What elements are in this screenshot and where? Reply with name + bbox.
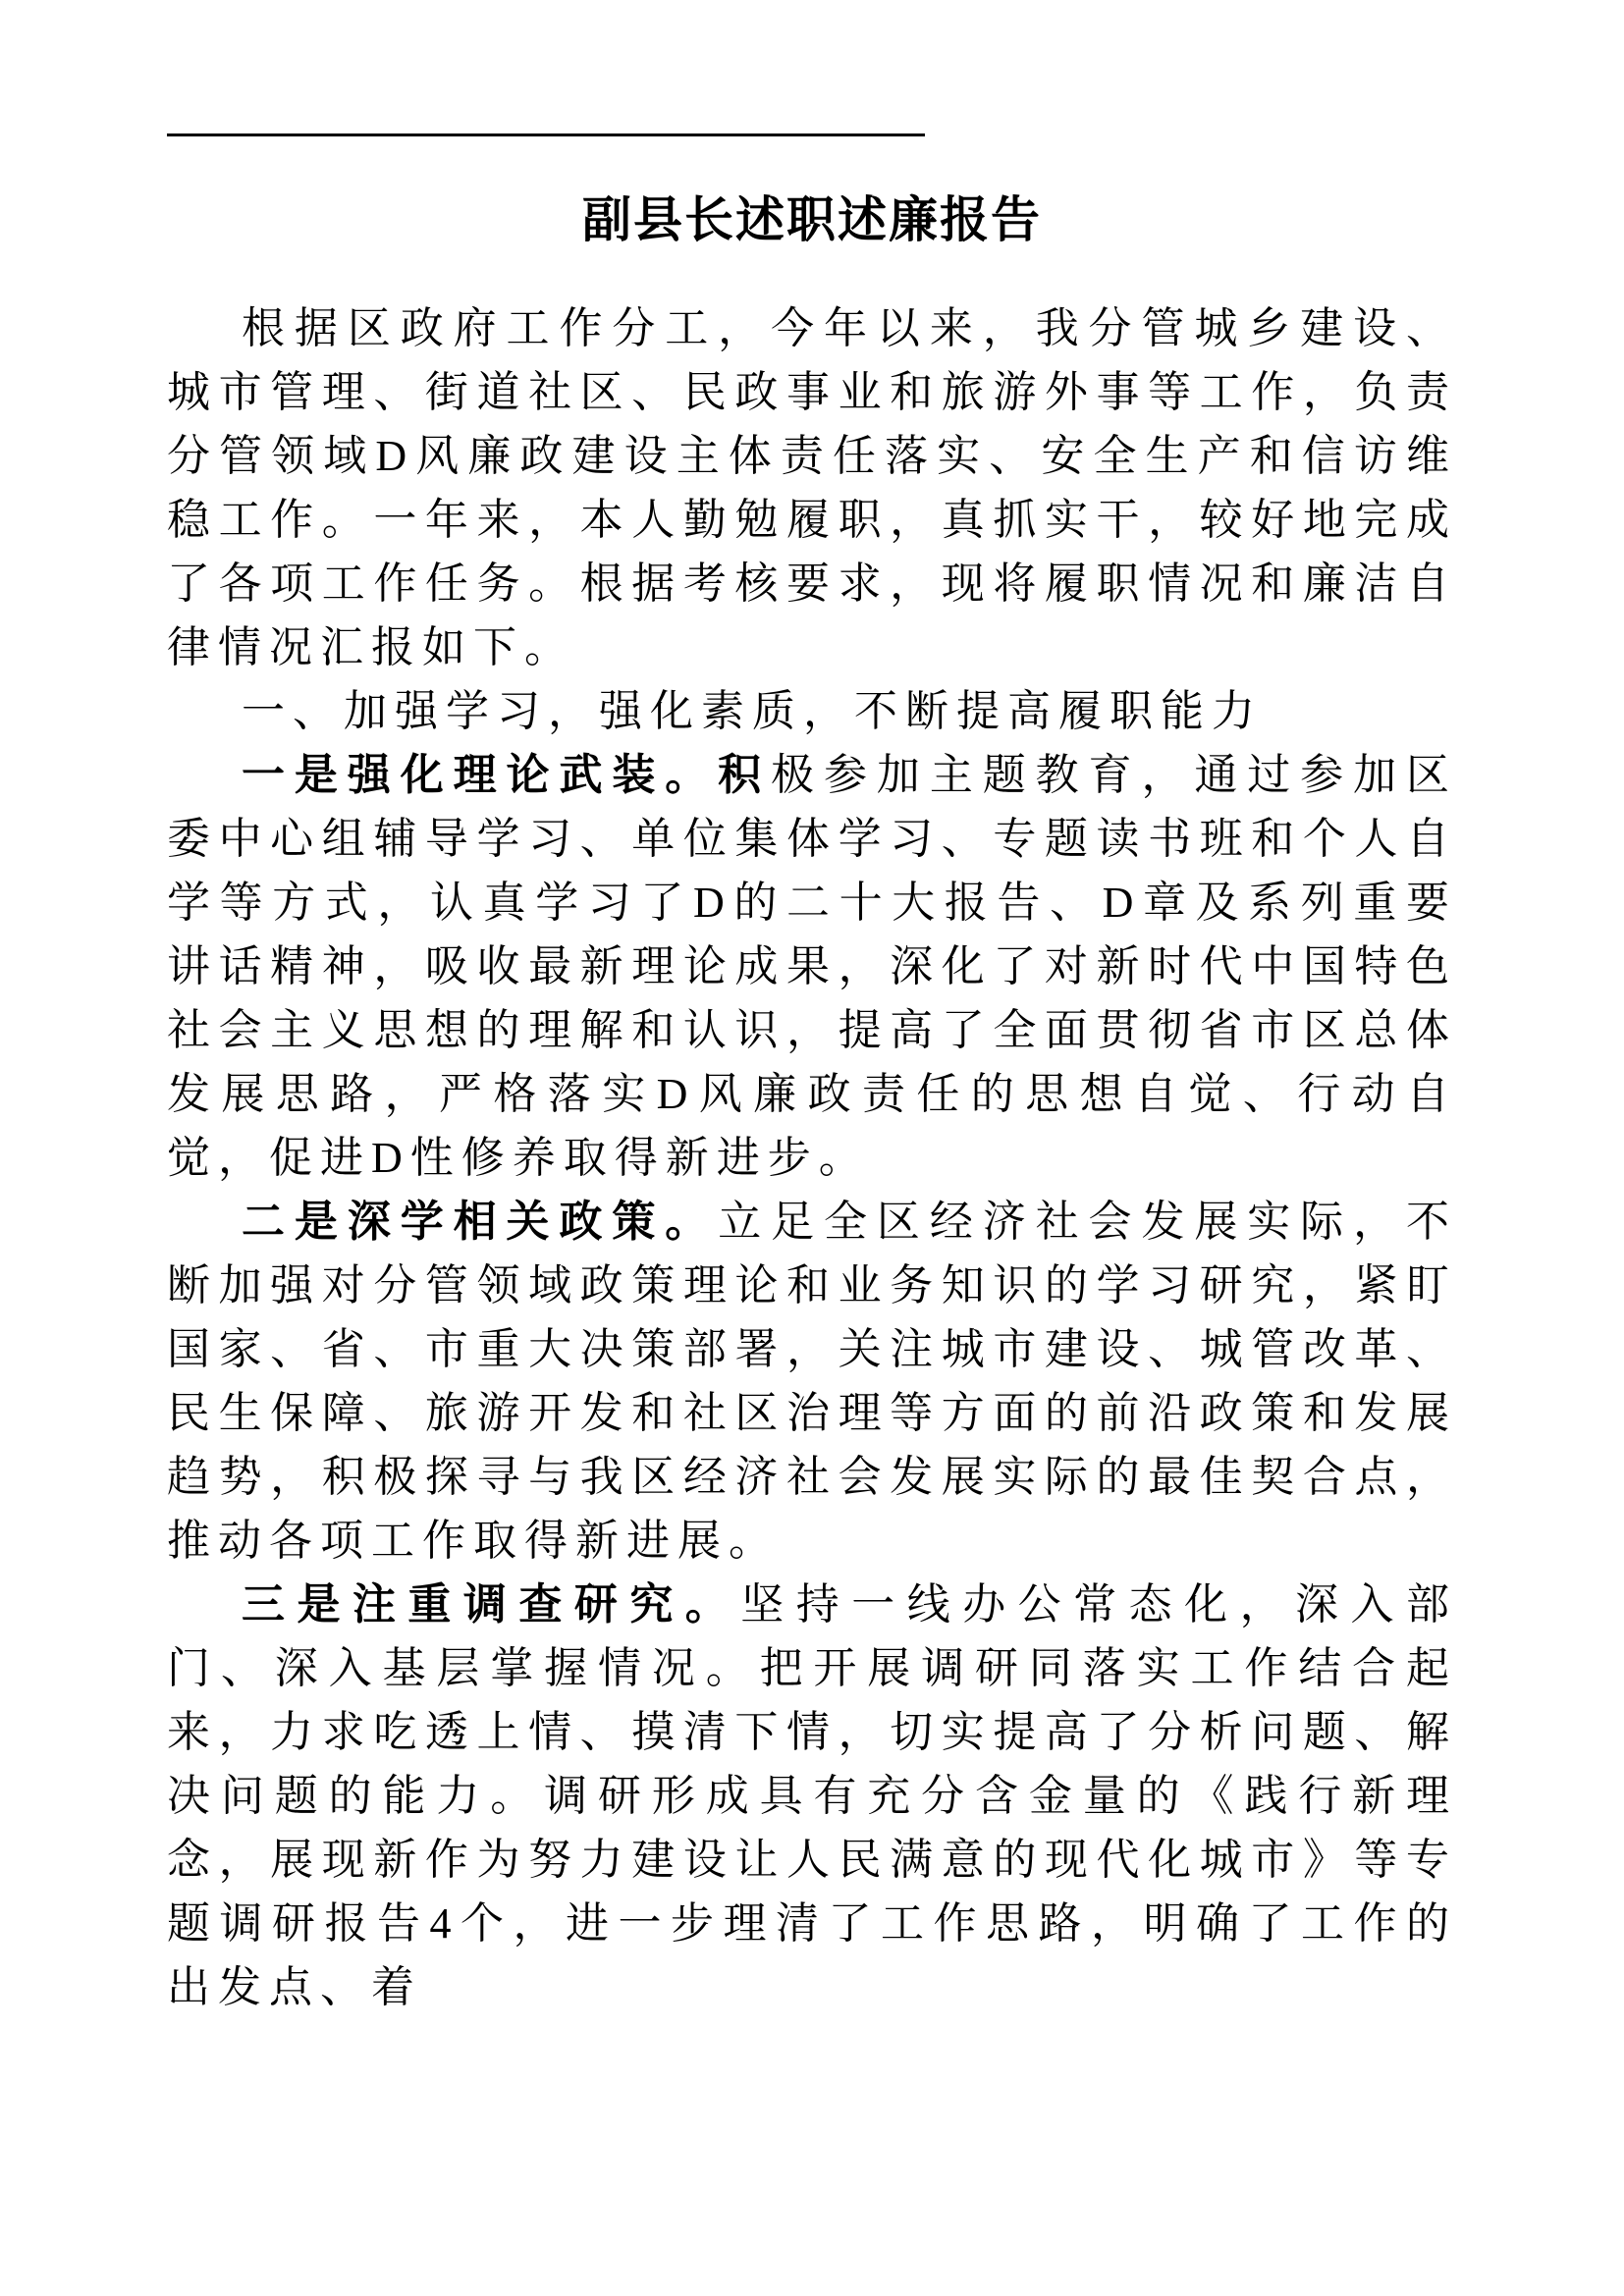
bold-text-run: 二是深学相关政策。: [242, 1198, 719, 1246]
page-title: 副县长述职述廉报告: [582, 192, 1042, 247]
paragraph-point-1-theory: [167, 743, 1457, 1190]
paragraph-point-3-research: [167, 1573, 1457, 2019]
text-run: 立足全区经济社会发展实际，不断加强对分管领域政策理论和业务知识的学习研究，紧盯国家、省、市重大决策部署，关注城市建设、城管改革、民生保障、旅游开发和社区治理等方面的前沿政策和发展趋势，积极探寻与我区经济社会发展实际的最佳契合点，推动各项工作取得新进展。: [167, 1198, 1458, 1565]
text-run: 根据区政府工作分工，今年以来，我分管城乡建设、城市管理、街道社区、民政事业和旅游外事等工作，负责分管领域D风廉政建设主体责任落实、安全生产和信访维稳工作。一年来，本人勤勉履职，真抓实干，较好地完成了各项工作任务。根据考核要求，现将履职情况和廉洁自律情况汇报如下。: [167, 304, 1457, 671]
paragraph-intro: [167, 296, 1457, 679]
text-run: 坚持一线办公常态化，深入部门、深入基层掌握情况。把开展调研同落实工作结合起来，力求吃透上情、摸清下情，切实提高了分析问题、解决问题的能力。调研形成具有充分含金量的《践行新理念，展现新作为努力建设让人民满意的现代化城市》等专题调研报告4个，进一步理清了工作思路，明确了工作的出发点、着: [167, 1580, 1458, 2011]
header-divider-line: [167, 133, 925, 136]
text-run: 一、加强学习，强化素质，不断提高履职能力: [242, 687, 1263, 735]
bold-text-run: 三是注重调查研究。: [242, 1580, 741, 1629]
bold-text-run: 一是强化理论武装。积: [242, 751, 772, 799]
paragraph-point-2-policy: [167, 1190, 1457, 1573]
document-body: [167, 296, 1457, 2019]
paragraph-section-1-heading: [167, 679, 1457, 743]
text-run: 极参加主题教育，通过参加区委中心组辅导学习、单位集体学习、专题读书班和个人自学等方式，认真学习了D的二十大报告、D章及系列重要讲话精神，吸收最新理论成果，深化了对新时代中国特色社会主义思想的理解和认识，提高了全面贯彻省市区总体发展思路，严格落实D风廉政责任的思想自觉、行动自觉，促进D性修养取得新进步。: [167, 751, 1458, 1182]
